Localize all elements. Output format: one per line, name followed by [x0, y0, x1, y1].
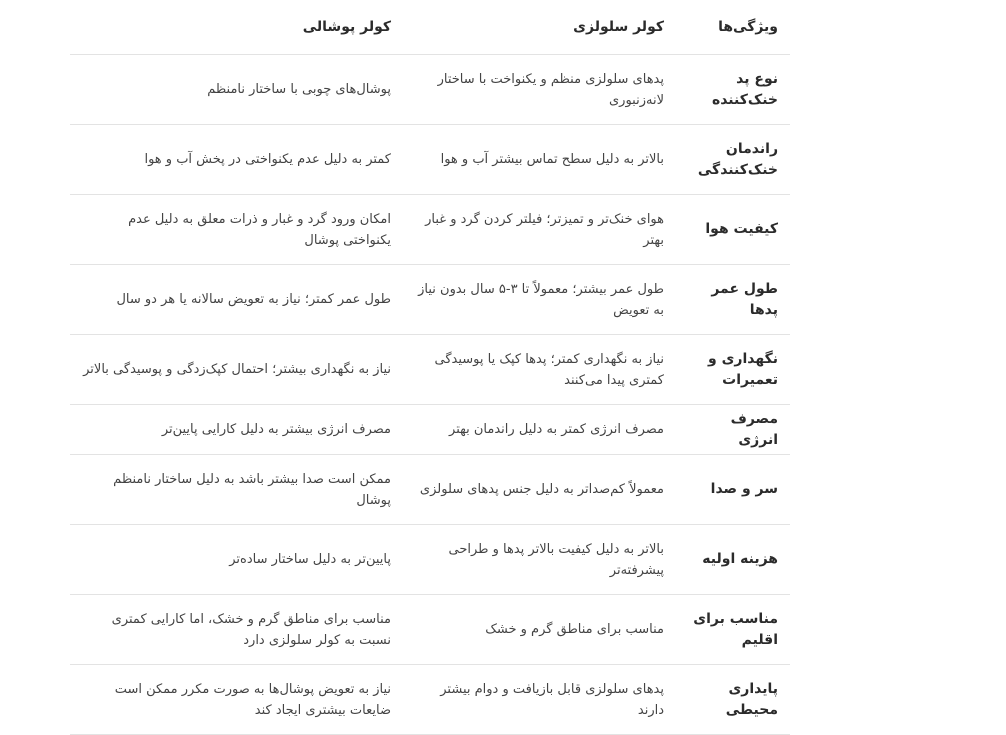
straw-cell: نیاز به تعویض پوشال‌ها به صورت مکرر ممکن است ضایعات بیشتری ایجاد کند — [70, 665, 403, 735]
feature-cell: پایداری محیطی — [676, 665, 790, 735]
comparison-table — [70, 0, 790, 735]
feature-cell: نگهداری و تعمیرات — [676, 335, 790, 405]
straw-cell: نیاز به نگهداری بیشتر؛ احتمال کپک‌زدگی و پوسیدگی بالاتر — [70, 335, 403, 405]
comparison-table-container — [70, 0, 790, 735]
straw-cell: پایین‌تر به دلیل ساختار ساده‌تر — [70, 525, 403, 595]
table-row — [70, 125, 790, 195]
table-row — [70, 665, 790, 735]
cellulose-cell: بالاتر به دلیل کیفیت بالاتر پدها و طراحی پیشرفته‌تر — [403, 525, 676, 595]
table-row — [70, 195, 790, 265]
cellulose-cell: پدهای سلولزی منظم و یکنواخت با ساختار لانه‌زنبوری — [403, 55, 676, 125]
header-straw-cooler: کولر پوشالی — [70, 0, 403, 55]
straw-cell: امکان ورود گرد و غبار و ذرات معلق به دلیل عدم یکنواختی پوشال — [70, 195, 403, 265]
straw-cell: مناسب برای مناطق گرم و خشک، اما کارایی کمتری نسبت به کولر سلولزی دارد — [70, 595, 403, 665]
cellulose-cell: پدهای سلولزی قابل بازیافت و دوام بیشتر دارند — [403, 665, 676, 735]
feature-cell: مصرف انرژی — [676, 405, 790, 455]
table-header-row — [70, 0, 790, 55]
feature-cell: طول عمر پدها — [676, 265, 790, 335]
straw-cell: طول عمر کمتر؛ نیاز به تعویض سالانه یا هر دو سال — [70, 265, 403, 335]
cellulose-cell: طول عمر بیشتر؛ معمولاً تا ۳-۵ سال بدون نیاز به تعویض — [403, 265, 676, 335]
table-row — [70, 595, 790, 665]
feature-cell: نوع پد خنک‌کننده — [676, 55, 790, 125]
header-cellulose-cooler: کولر سلولزی — [403, 0, 676, 55]
cellulose-cell: بالاتر به دلیل سطح تماس بیشتر آب و هوا — [403, 125, 676, 195]
cellulose-cell: مناسب برای مناطق گرم و خشک — [403, 595, 676, 665]
header-feature: ویژگی‌ها — [676, 0, 790, 55]
feature-cell: سر و صدا — [676, 455, 790, 525]
cellulose-cell: نیاز به نگهداری کمتر؛ پدها کپک یا پوسیدگی کمتری پیدا می‌کنند — [403, 335, 676, 405]
straw-cell: ممکن است صدا بیشتر باشد به دلیل ساختار نامنظم پوشال — [70, 455, 403, 525]
feature-cell: هزینه اولیه — [676, 525, 790, 595]
cellulose-cell: هوای خنک‌تر و تمیزتر؛ فیلتر کردن گرد و غبار بهتر — [403, 195, 676, 265]
feature-cell: کیفیت هوا — [676, 195, 790, 265]
table-row — [70, 525, 790, 595]
feature-cell: مناسب برای اقلیم — [676, 595, 790, 665]
table-row — [70, 405, 790, 455]
table-row — [70, 265, 790, 335]
table-row — [70, 455, 790, 525]
table-row — [70, 335, 790, 405]
table-row — [70, 55, 790, 125]
straw-cell: پوشال‌های چوبی با ساختار نامنظم — [70, 55, 403, 125]
straw-cell: کمتر به دلیل عدم یکنواختی در پخش آب و هوا — [70, 125, 403, 195]
cellulose-cell: مصرف انرژی کمتر به دلیل راندمان بهتر — [403, 405, 676, 455]
cellulose-cell: معمولاً کم‌صداتر به دلیل جنس پدهای سلولزی — [403, 455, 676, 525]
feature-cell: راندمان خنک‌کنندگی — [676, 125, 790, 195]
straw-cell: مصرف انرژی بیشتر به دلیل کارایی پایین‌تر — [70, 405, 403, 455]
